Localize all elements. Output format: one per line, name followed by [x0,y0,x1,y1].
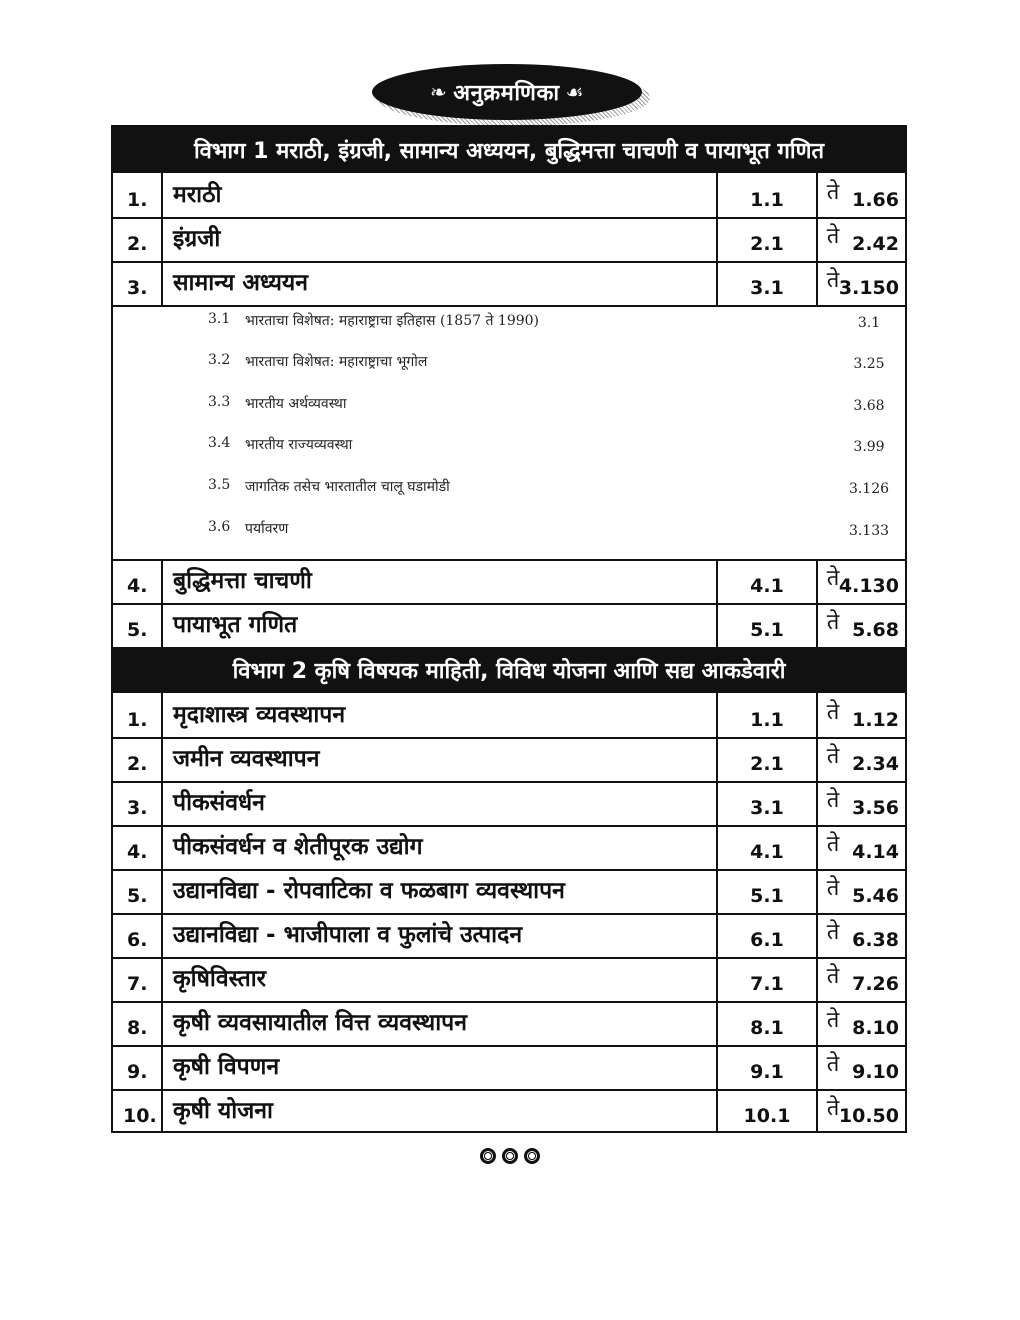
toc-row[interactable] [113,693,905,739]
row-to-page: 6.38 [852,929,899,951]
subtopic-page: 3.133 [848,523,890,539]
row-to-page: 10.50 [838,1105,899,1127]
toc-row[interactable] [113,217,905,263]
toc-row[interactable] [113,1045,905,1091]
row-to-page: 5.46 [852,885,899,907]
toc-row[interactable] [113,957,905,1003]
row-connector: ते [826,566,840,591]
row-from-page: 3.1 [716,261,818,305]
row-to-page: 7.26 [852,973,899,995]
row-title: इंग्रजी [173,226,221,252]
row-number: 1. [113,173,163,217]
toc-row[interactable] [113,1001,905,1047]
toc-row[interactable] [113,869,905,915]
subtopic-number: 3.3 [208,394,231,410]
row-title: कृषी व्यवसायातील वित्त व्यवस्थापन [173,1010,467,1036]
row-title: मराठी [173,182,222,208]
subtopic-page: 3.126 [848,481,890,497]
subtopic-row[interactable] [113,386,905,416]
row-to-page: 4.14 [852,841,899,863]
row-to-page: 8.10 [852,1017,899,1039]
row-number: 4. [113,825,163,869]
subtopic-title: भारतीय राज्यव्यवस्था [245,437,353,453]
row-title: पीकसंवर्धन व शेतीपूरक उद्योग [173,834,423,860]
row-number: 2. [113,217,163,261]
row-title: पीकसंवर्धन [173,790,265,816]
toc-row[interactable] [113,1089,905,1133]
toc-row[interactable] [113,559,905,605]
toc-row[interactable] [113,781,905,827]
table-of-contents [111,125,907,1133]
row-connector: ते [826,610,840,635]
row-connector: ते [826,1008,840,1033]
row-number: 10. [113,1089,163,1133]
row-connector: ते [826,180,840,205]
row-number: 5. [113,869,163,913]
row-from-page: 5.1 [716,869,818,913]
row-to-page: 3.56 [852,797,899,819]
ring-ornament-icon [502,1148,518,1164]
row-title: कृषिविस्तार [173,966,267,992]
row-connector: ते [826,964,840,989]
row-number: 9. [113,1045,163,1089]
ring-ornament-icon [524,1148,540,1164]
row-number: 7. [113,957,163,1001]
toc-row[interactable] [113,261,905,307]
subtopic-number: 3.6 [208,519,231,535]
section-2-heading: विभाग 2 कृषि विषयक माहिती, विविध योजना आणि सद्य आकडेवारी [113,647,905,693]
row-from-page: 6.1 [716,913,818,957]
row-connector: ते [826,700,840,725]
row-title: बुद्धिमत्ता चाचणी [173,568,312,594]
subtopic-title: भारतीय अर्थव्यवस्था [245,396,347,412]
toc-row[interactable] [113,603,905,647]
row-from-page: 5.1 [716,603,818,647]
row-to-page: 3.150 [838,277,899,299]
row-connector: ते [826,224,840,249]
subtopic-title: भारताचा विशेषत: महाराष्ट्राचा इतिहास (1857 ते 1990) [245,313,540,329]
footer-ornament [460,1148,560,1164]
ring-ornament-icon [480,1148,496,1164]
row-to-page: 1.66 [852,189,899,211]
row-title: उद्यानविद्या - रोपवाटिका व फळबाग व्यवस्थापन [173,878,565,904]
row-title: जमीन व्यवस्थापन [173,746,320,772]
row-from-page: 2.1 [716,737,818,781]
subtopic-row[interactable] [113,344,905,374]
row-connector: ते [826,920,840,945]
row-number: 5. [113,603,163,647]
row-title: उद्यानविद्या - भाजीपाला व फुलांचे उत्पादन [173,922,523,948]
subtopic-title: पर्यावरण [245,521,289,537]
subtopic-number: 3.5 [208,477,231,493]
row-from-page: 8.1 [716,1001,818,1045]
toc-row[interactable] [113,173,905,219]
row-connector: ते [826,832,840,857]
title-banner [372,64,650,126]
row-connector: ते [826,268,840,293]
subtopic-number: 3.4 [208,435,231,451]
subtopic-number: 3.2 [208,352,231,368]
page-title: अनुक्रमणिका [453,81,560,106]
row-from-page: 9.1 [716,1045,818,1089]
row-number: 2. [113,737,163,781]
row-from-page: 1.1 [716,173,818,217]
row-number: 6. [113,913,163,957]
subtopic-page: 3.1 [857,315,881,331]
row-title: सामान्य अध्ययन [173,270,309,296]
subtopic-page: 3.25 [853,356,885,372]
row-to-page: 1.12 [852,709,899,731]
row-title: कृषी योजना [173,1098,274,1124]
section-1-heading: विभाग 1 मराठी, इंग्रजी, सामान्य अध्ययन, बुद्धिमत्ता चाचणी व पायाभूत गणित [113,127,905,173]
row-number: 3. [113,261,163,305]
row-to-page: 2.42 [852,233,899,255]
row-from-page: 2.1 [716,217,818,261]
subtopic-row[interactable] [113,511,905,541]
subtopic-page: 3.99 [853,439,885,455]
subtopic-row[interactable] [113,427,905,457]
row-connector: ते [826,788,840,813]
subtopic-title: भारताचा विशेषत: महाराष्ट्राचा भूगोल [245,354,428,370]
row-to-page: 4.130 [838,575,899,597]
row-from-page: 3.1 [716,781,818,825]
row-to-page: 2.34 [852,753,899,775]
row-to-page: 5.68 [852,619,899,641]
subtopic-number: 3.1 [208,311,231,327]
subtopic-row[interactable] [113,303,905,333]
row-connector: ते [826,1096,840,1121]
title-oval [372,64,642,120]
ornament-right-icon: ☙ [565,80,584,104]
subtopic-title: जागतिक तसेच भारतातील चालू घडामोडी [245,479,450,495]
row-number: 1. [113,693,163,737]
row-number: 3. [113,781,163,825]
toc-row[interactable] [113,737,905,783]
toc-row[interactable] [113,825,905,871]
row-from-page: 7.1 [716,957,818,1001]
row-from-page: 4.1 [716,559,818,603]
row-title: पायाभूत गणित [173,612,298,638]
row-connector: ते [826,876,840,901]
ornament-left-icon: ❧ [430,80,448,104]
row-from-page: 1.1 [716,693,818,737]
row-title: मृदाशास्त्र व्यवस्थापन [173,702,346,728]
row-from-page: 10.1 [716,1089,818,1133]
row-connector: ते [826,1052,840,1077]
toc-row[interactable] [113,913,905,959]
subtopic-row[interactable] [113,469,905,499]
row-number: 4. [113,559,163,603]
row-connector: ते [826,744,840,769]
subtopic-page: 3.68 [853,398,885,414]
row-number: 8. [113,1001,163,1045]
row-title: कृषी विपणन [173,1054,280,1080]
subtopics-block [113,303,905,561]
row-to-page: 9.10 [852,1061,899,1083]
row-from-page: 4.1 [716,825,818,869]
